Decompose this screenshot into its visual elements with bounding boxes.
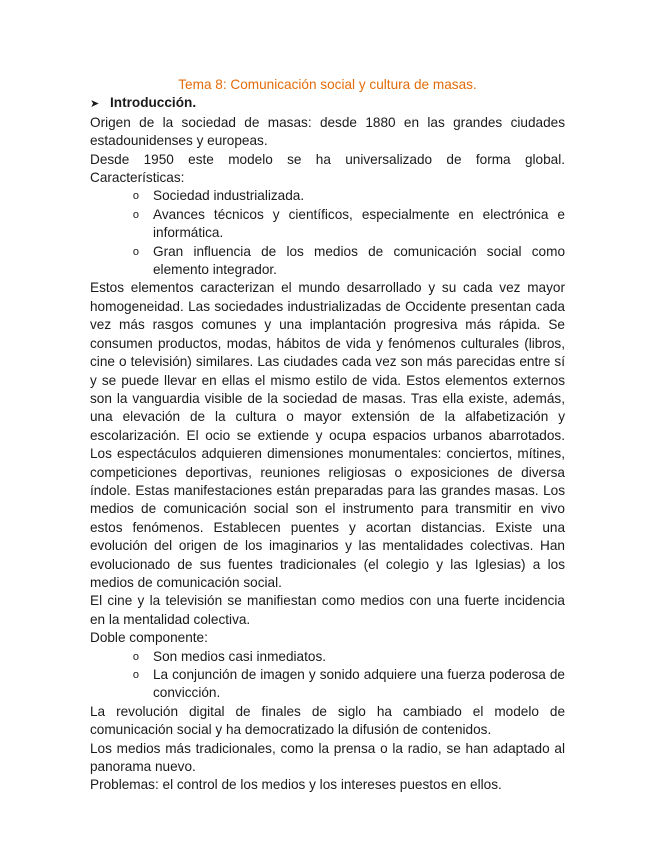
list-item — [90, 648, 565, 666]
characteristics-list — [90, 187, 565, 279]
circle-bullet-icon: o — [132, 245, 139, 258]
components-list — [90, 648, 565, 703]
paragraph-problems: Problemas: el control de los medios y los intereses puestos en ellos. — [90, 777, 502, 793]
list-item — [90, 187, 565, 205]
list-item — [90, 243, 565, 280]
list-item-text: Gran influencia de los medios de comunicación social como elemento integrador. — [153, 243, 565, 278]
paragraph-digital-revolution: La revolución digital de finales de siglo ha cambiado el modelo de comunicación social y ha democratizado la difusión de contenidos. — [90, 703, 565, 738]
arrow-bullet-icon: ➤ — [90, 98, 100, 111]
paragraph-origin: Origen de la sociedad de masas: desde 1880 en las grandes ciudades estadounidenses y europeas. — [90, 114, 565, 149]
list-item-text: La conjunción de imagen y sonido adquiere una fuerza poderosa de convicción. — [153, 667, 565, 701]
list-item — [90, 666, 565, 703]
section-heading — [90, 94, 565, 113]
paragraph-double-component: Doble componente: — [90, 630, 208, 646]
paragraph-development: Estos elementos caracterizan el mundo desarrollado y su cada vez mayor homogeneidad. Las sociedades industrializadas de Occidente presentan cada vez más rasgos comunes y una implantación progresiva más rápida. Se consumen productos, modas, hábitos de vida y fenómenos culturales (libros, cine o televisión) similares. Las ciudades cada vez son más parecidas entre sí y se puede llevar en ellas el mismo estilo de vida. Estos elementos externos son la vanguardia visible de la sociedad de masas. Tras ella existe, además, una elevación de la cultura o mayor extensión de la alfabetización y escolarización. El ocio se extiende y ocupa espacios urbanos abarrotados. Los espectáculos adquieren dimensiones monumentales: conciertos, mítines, competiciones deportivas, reuniones religiosas o exposiciones de diversa índole. Estas manifestaciones están preparadas para las grandes masas. Los medios de comunicación social son el instrumento para transmitir en vivo estos fenómenos. Establecen puentes y acortan distancias. Existe una evolución del origen de los imaginarios y las mentalidades colectivas. Han evolucionado de sus fuentes tradicionales (el colegio y las Iglesias) a los medios de comunicación social. — [90, 280, 565, 590]
circle-bullet-icon: o — [132, 190, 139, 203]
paragraph-cinema-tv: El cine y la televisión se manifiestan como medios con una fuerte incidencia en la mentalidad colectiva. — [90, 593, 565, 627]
circle-bullet-icon: o — [132, 669, 139, 681]
paragraph-traditional-media: Los medios más tradicionales, como la prensa o la radio, se han adaptado al panorama nuevo. — [90, 740, 565, 775]
list-item-text: Sociedad industrializada. — [153, 188, 305, 204]
list-item-text: Son medios casi inmediatos. — [153, 648, 327, 664]
section-heading-label: Introducción. — [110, 95, 197, 111]
list-item — [90, 206, 565, 243]
circle-bullet-icon: o — [132, 208, 139, 221]
paragraph-characteristics: Desde 1950 este modelo se ha universalizado de forma global. Características: — [90, 151, 565, 186]
document-title: Tema 8: Comunicación social y cultura de masas. — [178, 77, 477, 92]
circle-bullet-icon: o — [132, 650, 139, 663]
list-item-text: Avances técnicos y científicos, especialmente en electrónica e informática. — [153, 206, 565, 241]
